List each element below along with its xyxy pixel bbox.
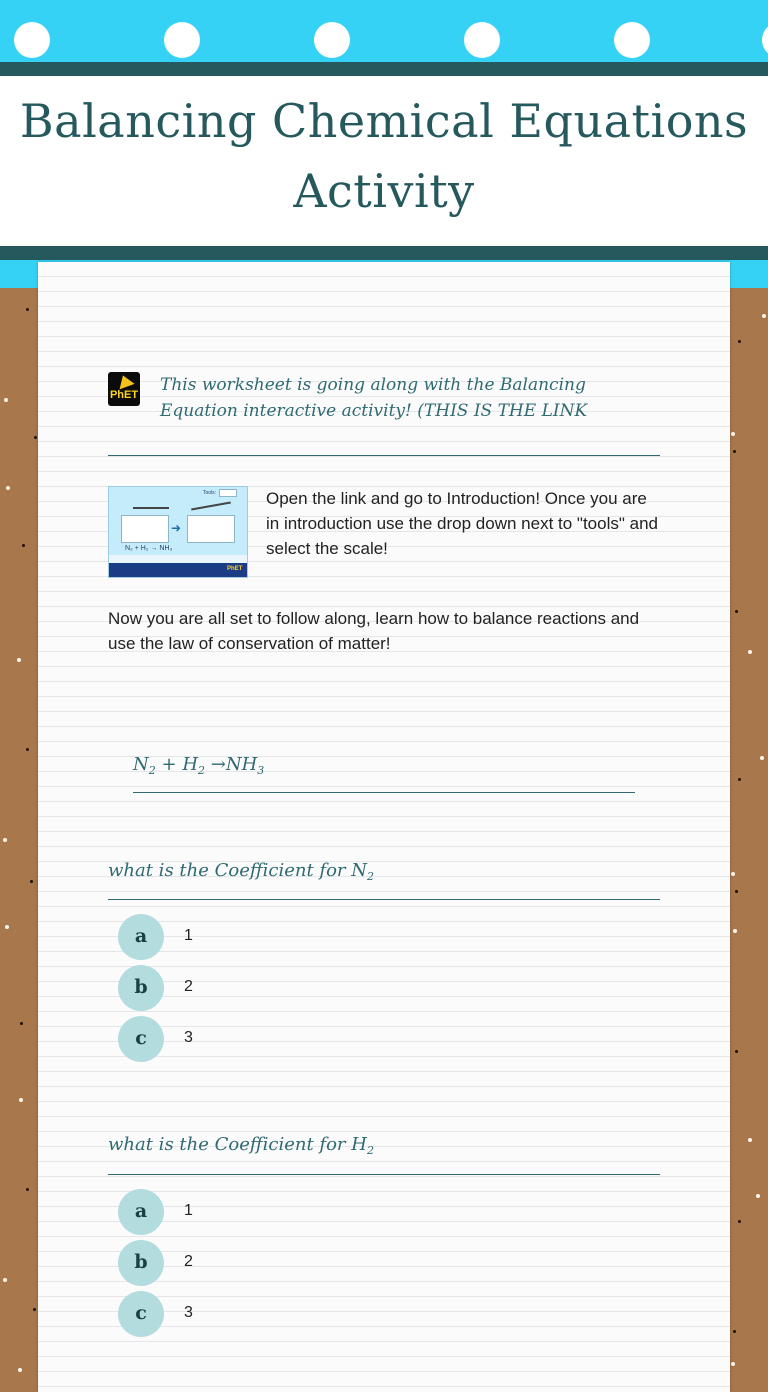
question-2-option-b[interactable]: b bbox=[118, 1240, 164, 1286]
reactant-2-subscript: 2 bbox=[198, 764, 206, 777]
sim-tools-dropdown bbox=[219, 489, 237, 497]
simulation-screenshot[interactable] bbox=[108, 486, 248, 578]
question-1-text: what is the Coefficient for N bbox=[108, 860, 367, 881]
intro-divider bbox=[108, 455, 660, 456]
sim-reactant-box bbox=[121, 515, 169, 543]
sim-product-box bbox=[187, 515, 235, 543]
sim-brand: PhET bbox=[227, 566, 243, 572]
equation-underline bbox=[133, 792, 635, 793]
question-2-text: what is the Coefficient for H bbox=[108, 1134, 367, 1155]
phet-logo-text: PhET bbox=[109, 389, 139, 401]
phet-logo-icon[interactable] bbox=[108, 372, 140, 406]
sim-navbar bbox=[109, 563, 247, 577]
reaction-arrow-icon: → bbox=[210, 754, 226, 775]
question-1-option-b[interactable]: b bbox=[118, 965, 164, 1011]
top-banner bbox=[0, 0, 768, 62]
intro-text: This worksheet is going along with the Balancing Equation interactive activity! (THIS IS THE LINK bbox=[160, 375, 588, 421]
question-2-option-c-value[interactable]: 3 bbox=[184, 1304, 193, 1321]
instruction-step-2: Now you are all set to follow along, learn how to balance reactions and use the law of conservation of matter! bbox=[108, 609, 640, 653]
reactant-2: H bbox=[182, 754, 199, 775]
question-2-option-c[interactable]: c bbox=[118, 1291, 164, 1337]
plus-sign: + bbox=[161, 754, 177, 775]
question-2-divider bbox=[108, 1174, 660, 1175]
decorative-dot bbox=[762, 22, 768, 58]
instruction-step-1: Open the link and go to Introduction! Once you are in introduction use the drop down next to "tools" and select the scale! bbox=[266, 489, 658, 558]
sim-scale-right bbox=[191, 502, 231, 511]
product-subscript: 3 bbox=[257, 764, 265, 777]
question-2-prompt bbox=[108, 1134, 374, 1157]
question-2-subscript: 2 bbox=[366, 1144, 374, 1157]
question-2-option-a[interactable]: a bbox=[118, 1189, 164, 1235]
question-1-option-a-value[interactable]: 1 bbox=[184, 927, 193, 944]
question-1-prompt bbox=[108, 860, 374, 883]
question-1-option-c-value[interactable]: 3 bbox=[184, 1029, 193, 1046]
header-divider-bottom bbox=[0, 246, 768, 260]
sim-tab-strip bbox=[109, 555, 247, 563]
decorative-dot bbox=[464, 22, 500, 58]
page-title-line-1: Balancing Chemical Equations bbox=[19, 94, 749, 148]
header-divider-top bbox=[0, 62, 768, 76]
question-1-option-b-value[interactable]: 2 bbox=[184, 978, 193, 995]
question-1-option-a[interactable]: a bbox=[118, 914, 164, 960]
sim-tools-label: Tools: bbox=[203, 490, 217, 496]
decorative-dot bbox=[164, 22, 200, 58]
chemical-equation bbox=[133, 754, 264, 777]
product: NH bbox=[225, 754, 258, 775]
question-1-divider bbox=[108, 899, 660, 900]
question-2-option-b-value[interactable]: 2 bbox=[184, 1253, 193, 1270]
decorative-dot bbox=[314, 22, 350, 58]
question-2-option-a-value[interactable]: 1 bbox=[184, 1202, 193, 1219]
page-title-line-2: Activity bbox=[293, 164, 475, 218]
page-title bbox=[0, 86, 768, 226]
phet-arrow-icon bbox=[115, 373, 134, 390]
sim-scale-left bbox=[133, 507, 169, 509]
decorative-dot bbox=[14, 22, 50, 58]
question-1-option-c[interactable]: c bbox=[118, 1016, 164, 1062]
decorative-dot bbox=[614, 22, 650, 58]
reactant-1: N bbox=[133, 754, 149, 775]
reactant-1-subscript: 2 bbox=[148, 764, 156, 777]
question-1-subscript: 2 bbox=[367, 870, 374, 883]
sim-reaction-text: N₂ + H₂ → NH₃ bbox=[125, 545, 173, 552]
sim-arrow-icon: ➜ bbox=[171, 521, 182, 535]
